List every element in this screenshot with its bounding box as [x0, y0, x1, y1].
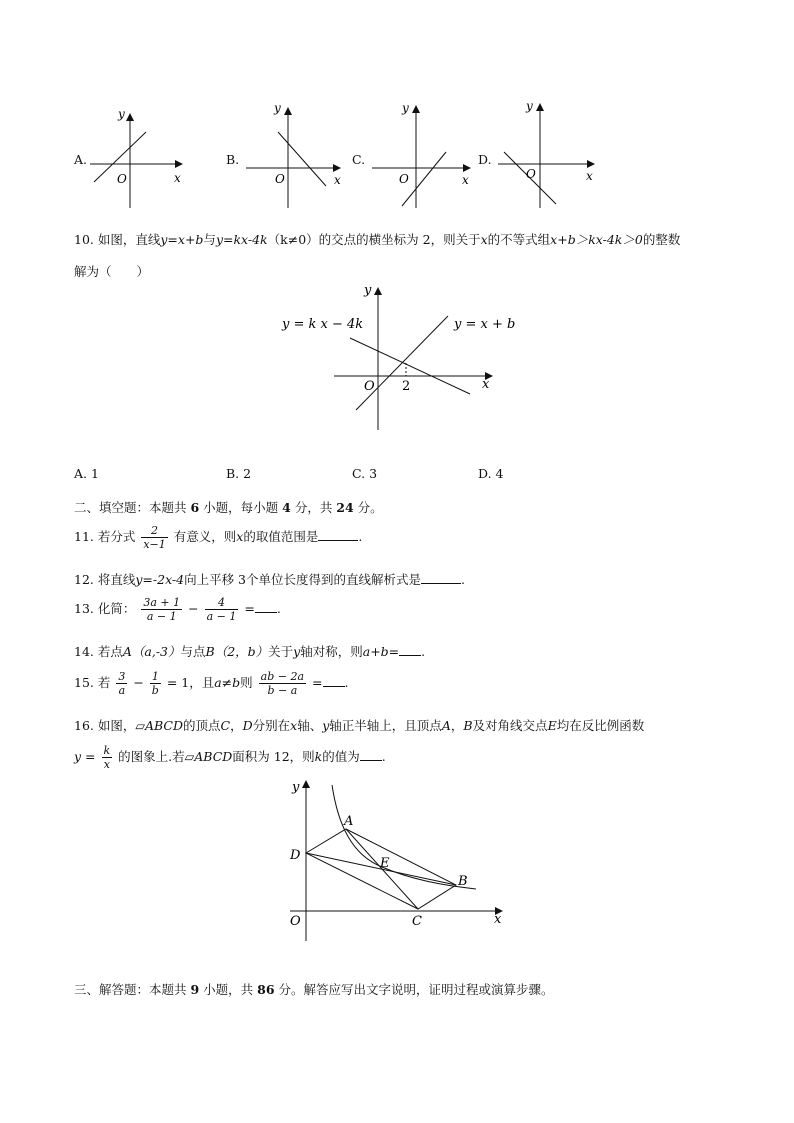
q16-line1: 16. 如图，▱ABCD的顶点C，D分别在x轴、y轴正半轴上，且顶点A，B及对角线交点E均在反比例函数 — [74, 718, 645, 733]
q15: 15. 若 $\frac{3}{a}$ − $\frac{1}{b}$ = 1，且a≠b则 $\frac{ab - 2a}{b - a}$ = . — [74, 670, 349, 697]
q9-graph-c — [372, 101, 470, 208]
q16-label-y: y — [292, 780, 300, 795]
q16-answer-blank[interactable] — [360, 748, 382, 761]
q10-option-d[interactable]: D. 4 — [478, 466, 504, 481]
q10-option-a[interactable]: A. 1 — [74, 466, 99, 481]
q16-label-x: x — [494, 912, 502, 927]
q9-d-y: y — [526, 99, 533, 113]
section2-heading: 二、填空题：本题共 6 小题，每小题 4 分，共 24 分。 — [74, 500, 383, 515]
q9-d-x: x — [586, 169, 593, 183]
q16-label-b: B — [458, 874, 468, 889]
q13: 13. 化简： $\frac{3a + 1}{a - 1}$ − $\frac{4}{a - 1}$ = . — [74, 596, 281, 623]
q15-answer-blank[interactable] — [323, 674, 345, 687]
q9-a-y: y — [118, 107, 125, 121]
q16-label-d: D — [290, 848, 301, 863]
q10-graph-x: x — [482, 377, 490, 392]
q10-option-b[interactable]: B. 2 — [226, 466, 252, 481]
q10-line-xb — [356, 316, 448, 410]
q16-line2: y = $\frac{k}{x}$ 的图象上.若▱ABCD面积为 12，则k的值为 . — [74, 744, 386, 771]
q9-c-y: y — [402, 101, 409, 115]
q9-d-o: O — [526, 167, 536, 181]
q11: 11. 若分式 $\frac{2}{x-1}$ 有意义，则x的取值范围是 . — [74, 524, 363, 551]
section3-heading: 三、解答题：本题共 9 小题，共 86 分。解答应写出文字说明，证明过程或演算步骤。 — [74, 982, 554, 997]
q9-a-x: x — [174, 171, 181, 185]
q10-graph-tick: 2 — [402, 379, 411, 394]
q10-line2: 解为（ ） — [74, 264, 150, 279]
q16-label-o: O — [290, 914, 301, 929]
q10-line1: 10. 如图，直线y=x+b与y=kx-4k（k≠0）的交点的横坐标为 2，则关于x的不等式组x+b＞kx-4k＞0的整数 — [74, 232, 681, 247]
q9-b-y: y — [274, 101, 281, 115]
q13-answer-blank[interactable] — [255, 600, 277, 613]
q9-c-x: x — [462, 173, 469, 187]
q9-a-o: O — [117, 172, 127, 186]
q10-graph-label-left: y = k x − 4k — [282, 317, 364, 332]
q14-answer-blank[interactable] — [399, 643, 421, 656]
q9-graph-d — [498, 99, 594, 208]
q16-label-e: E — [380, 856, 390, 871]
q16-label-a: A — [344, 814, 354, 829]
q9-graph-b — [246, 101, 341, 208]
q9-b-o: O — [275, 172, 285, 186]
q9-b-x: x — [334, 173, 341, 187]
q11-answer-blank[interactable] — [318, 528, 358, 541]
q9-option-a-label[interactable]: A. — [74, 152, 88, 167]
q10-graph-y: y — [364, 283, 372, 298]
q10-graph — [270, 280, 530, 440]
q16-graph — [280, 775, 510, 945]
q14: 14. 若点A（a,-3）与点B（2，b）关于y轴对称，则a+b= . — [74, 644, 426, 659]
q9-graph-a — [90, 107, 182, 208]
q10-option-c[interactable]: C. 3 — [352, 466, 378, 481]
q10-graph-label-right: y = x + b — [454, 317, 516, 332]
q9-option-c-label[interactable]: C. — [352, 152, 366, 167]
q12: 12. 将直线y=-2x-4向上平移 3个单位长度得到的直线解析式是 . — [74, 572, 465, 587]
q10-graph-origin: O — [364, 379, 375, 394]
q16-label-c: C — [412, 914, 422, 929]
q9-option-d-label[interactable]: D. — [478, 152, 492, 167]
q11-fraction: $\frac{2}{x-1}$ — [143, 524, 166, 551]
q9-option-graphs — [0, 96, 794, 216]
q12-answer-blank[interactable] — [421, 571, 461, 584]
q9-c-o: O — [399, 172, 409, 186]
q9-option-b-label[interactable]: B. — [226, 152, 240, 167]
